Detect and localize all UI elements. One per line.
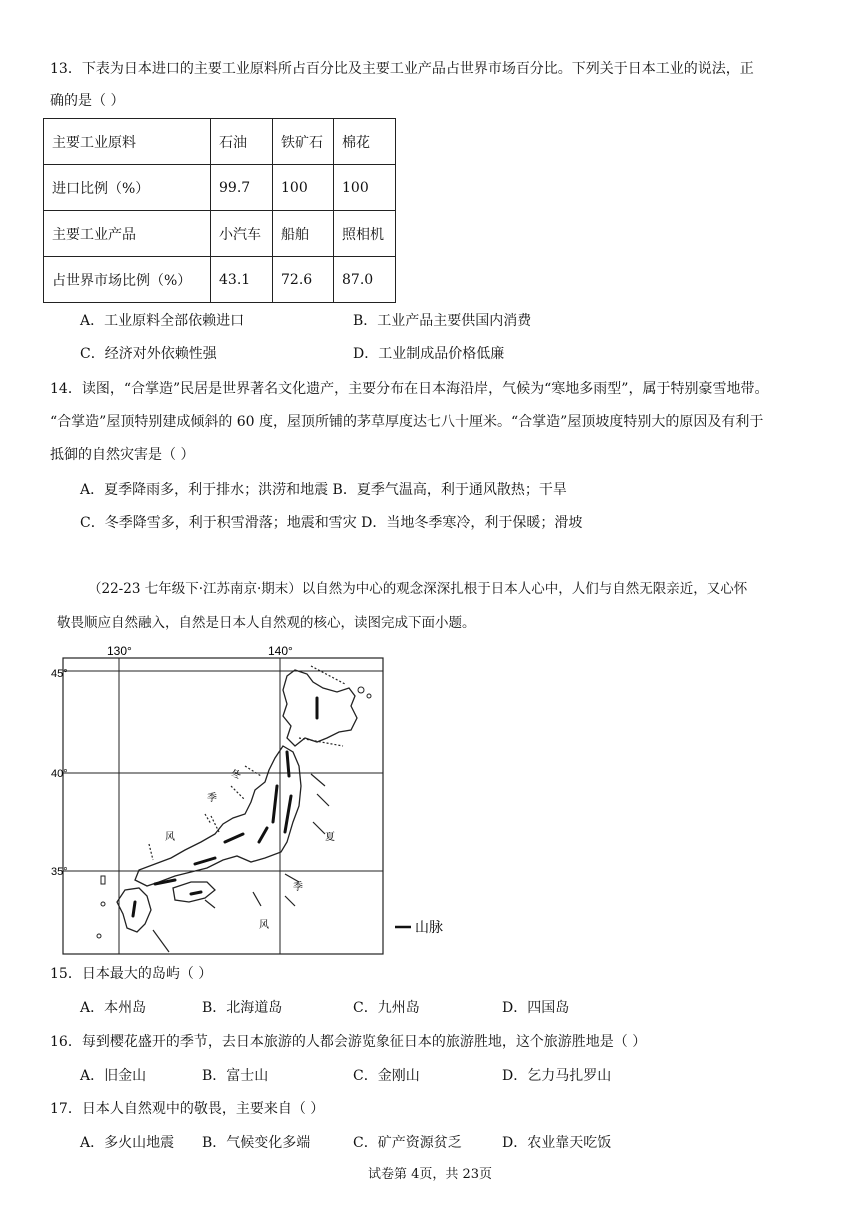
q16-option-c[interactable]: C．金刚山 <box>353 1068 420 1084</box>
legend-mountain-label: 山脉 <box>415 920 443 936</box>
map-frame <box>63 658 383 954</box>
q15-stem: 15．日本最大的岛屿（ ） <box>50 966 213 982</box>
table-cell: 小汽车 <box>211 211 273 257</box>
q14-options-row2[interactable]: C．冬季降雪多，利于积雪滑落；地震和雪灾 D．当地冬季寒冷，利于保暖；滑坡 <box>80 515 583 531</box>
table-cell: 87.0 <box>334 257 396 303</box>
table-cell: 照相机 <box>334 211 396 257</box>
q16-stem: 16．每到樱花盛开的季节，去日本旅游的人都会游览象征日本的旅游胜地，这个旅游胜地是（ ） <box>50 1034 647 1050</box>
table-cell: 43.1 <box>211 257 273 303</box>
table-row <box>44 165 396 211</box>
lat-label-45: 45° <box>51 668 68 680</box>
table-cell: 100 <box>334 165 396 211</box>
q17-option-a[interactable]: A．多火山地震 <box>80 1135 175 1151</box>
intro-line2: 敬畏顺应自然融入，自然是日本人自然观的核心，读图完成下面小题。 <box>57 615 476 631</box>
island-dot <box>367 694 371 698</box>
table-cell: 石油 <box>211 119 273 165</box>
island-dot <box>101 876 105 884</box>
table-cell: 进口比例（%） <box>44 165 211 211</box>
q14-options-row1[interactable]: A．夏季降雨多，利于排水；洪涝和地震 B．夏季气温高，利于通风散热；干旱 <box>80 482 567 498</box>
hokkaido-outline <box>283 670 357 746</box>
q13-stem-line1: 13．下表为日本进口的主要工业原料所占百分比及主要工业产品占世界市场百分比。下列关于日本工业的说法，正 <box>50 61 754 77</box>
q16-option-d[interactable]: D．乞力马扎罗山 <box>502 1068 612 1084</box>
q13-stem-line2: 确的是（ ） <box>50 93 125 109</box>
q13-option-c[interactable]: C．经济对外依赖性强 <box>80 346 217 362</box>
winter-wind-char-1: 冬 <box>231 770 241 781</box>
q15-option-d[interactable]: D．四国岛 <box>502 1000 570 1016</box>
winter-monsoon-arrows <box>149 666 345 860</box>
q14-stem-line2: “合掌造”屋顶特别建成倾斜的 60 度，屋顶所铺的茅草厚度达七八十厘米。“合掌造”屋顶坡度特别大的原因及有利于 <box>50 414 764 430</box>
summer-monsoon-arrows <box>153 774 329 952</box>
q15-option-b[interactable]: B．北海道岛 <box>202 1000 283 1016</box>
summer-wind-char-1: 夏 <box>325 832 335 843</box>
q16-option-a[interactable]: A．旧金山 <box>80 1068 147 1084</box>
island-dot <box>101 902 105 906</box>
table-row <box>44 211 396 257</box>
q16-option-b[interactable]: B．富士山 <box>202 1068 269 1084</box>
q14-stem-line3: 抵御的自然灾害是（ ） <box>50 447 195 463</box>
q13-option-a[interactable]: A．工业原料全部依赖进口 <box>80 313 245 329</box>
table-row <box>44 257 396 303</box>
q15-option-a[interactable]: A．本州岛 <box>80 1000 147 1016</box>
q17-option-c[interactable]: C．矿产资源贫乏 <box>353 1135 462 1151</box>
q17-stem: 17．日本人自然观中的敬畏，主要来自（ ） <box>50 1101 325 1117</box>
q17-option-b[interactable]: B．气候变化多端 <box>202 1135 311 1151</box>
q13-table <box>43 118 396 303</box>
table-cell: 铁矿石 <box>273 119 334 165</box>
summer-wind-char-3: 风 <box>259 920 269 931</box>
table-cell: 主要工业产品 <box>44 211 211 257</box>
table-cell: 72.6 <box>273 257 334 303</box>
winter-wind-char-2: 季 <box>207 793 217 804</box>
table-cell: 主要工业原料 <box>44 119 211 165</box>
intro-line1: （22-23 七年级下·江苏南京·期末）以自然为中心的观念深深扎根于日本人心中，人们与自然无限亲近，又心怀 <box>88 581 748 597</box>
table-row <box>44 119 396 165</box>
honshu-outline <box>135 746 301 886</box>
lon-label-140: 140° <box>268 644 293 658</box>
q15-option-c[interactable]: C．九州岛 <box>353 1000 420 1016</box>
summer-wind-char-2: 季 <box>293 882 303 893</box>
island-dot <box>97 934 101 938</box>
lon-label-130: 130° <box>107 644 132 658</box>
table-cell: 100 <box>273 165 334 211</box>
japan-map <box>51 644 455 960</box>
table-cell: 船舶 <box>273 211 334 257</box>
q13-option-d[interactable]: D．工业制成品价格低廉 <box>353 346 505 362</box>
lat-label-35: 35° <box>51 866 68 878</box>
table-cell: 占世界市场比例（%） <box>44 257 211 303</box>
lat-label-40: 40° <box>51 768 68 780</box>
table-cell: 棉花 <box>334 119 396 165</box>
page-footer: 试卷第 4页，共 23页 <box>367 1167 493 1182</box>
table-cell: 99.7 <box>211 165 273 211</box>
island-dot <box>358 687 364 693</box>
q13-option-b[interactable]: B．工业产品主要供国内消费 <box>353 313 532 329</box>
q14-stem-line1: 14．读图，“合掌造”民居是世界著名文化遗产，主要分布在日本海沿岸，气候为“寒地多雨型”，属于特别豪雪地带。 <box>50 381 769 397</box>
q17-option-d[interactable]: D．农业靠天吃饭 <box>502 1135 612 1151</box>
winter-wind-char-3: 风 <box>165 832 175 843</box>
